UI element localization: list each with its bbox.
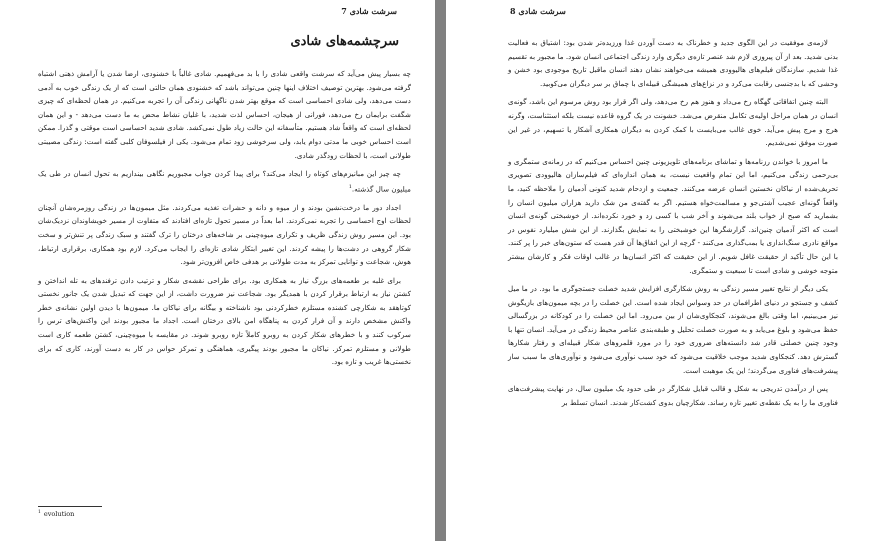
paragraph: یکی دیگر از نتایج تغییر مسیر زندگی به روش شکارگری افزایش شدید خصلت جستجوگری ما بود. در ما میل کشف و جستجو در دنیای اطرافمان در حد وسواس ایجاد شده است. این خصلت را در بچه میمون‌های بازیگوش نیز می‌بینیم، اما وقتی بالغ می‌شوند، کنجکاوی‌شان از بین می‌رود. اما این خصلت را در کودکانه در بزرگسالی حفظ می‌شود و بلوغ می‌یابد و به صورت خصلت تحلیل و طبقه‌بندی عناصر محیط زندگی در می‌آید. انسان تنها با وجود چنین خصلتی قادر شد دانسته‌های ضروری خود را در مورد قلمروهای شکار قبیله‌ای و رفتار شکارها گسترش دهد. کنجکاوی شدید موجب خلاقیت می‌شود که خود سبب نوآوری می‌شود و نوآوری‌های ما سبب ساز پیشرفت‌های فناوری می‌گردند؛ این یک موهبت است.	[508, 284, 838, 375]
chapter-title: سرچشمه‌های شادی	[290, 34, 399, 49]
paragraph: ما امروز با خواندن رزنامه‌ها و تماشای برنامه‌های تلویزیونی چنین احساس می‌کنیم که در زمانه‌ی ستمگری و بی‌رحمی زندگی می‌کنیم، اما این تمام واقعیت نیست، به همان اندازه‌ای که فیلم‌سازان هالیوودی تصویری تحریف‌شده از نیاکان نخستین انسان عرضه می‌کنند. جمعیت و ازدحام شدید کنونی آدمیان را ملاحظه کنید، ما واقعاً گونه‌ای عجیب آشتی‌جو و مسالمت‌خواه هستیم. اگر به گفته‌ی من شک دارید هزاران میلیون انسان را بشمارید که صبح از خواب بلند می‌شوند و آخر شب با کسی زد و خورد نکرده‌اند. از خوشبختی گونه‌ی انسان است که اکثر آدمیان چنین‌اند. گزارشگرها این خوشبختی را به نمایش بگذارند. از این شش میلیارد نفوس در مواقع نادری سنگ‌اندازی یا بمب‌گذاری می‌کنند - گرچه از این اتفاق‌ها آن قدر هست که ستون‌های خبر را پر کنند. با این حال تأکید از حقیقت غافل شویم. از این حقیقت که اکثر انسان‌ها در غالب اوقات فکر و کارشان بیشتر متوجه خوشی و شادی است تا سبعیت و ستمگری.	[508, 156, 838, 275]
paragraph: پس از درآمدن تدریجی به شکل و قالب قبایل شکارگر در طی حدود یک میلیون سال، در نهایت پیشرفت‌های فناوری ما را به یک نقطه‌ی تغییر تازه رساند. شکارچیان بدوی کشت‌کار شدند. انسان تسلط بر	[508, 384, 838, 407]
paragraph: اجداد دور ما درخت‌نشین بودند و از میوه و دانه و حشرات تغذیه می‌کردند. مثل میمون‌ها در زندگی روزمره‌شان آنچنان لحظات اوج احساسی را تجربه نمی‌کردند. اما بعداً در مسیر تحول تازه‌ای افتادند که متفاوت از مسیر خویشاوندان نزدیک‌شان بود. این مسیر روش زندگی ظریف و تکراری میوه‌چینی بر شاخه‌های درختان را ترک گفتند و سبک زندگی پر تنش‌تر و سخت شکار گروهی در دشت‌ها را پیشه کردند. این تغییر ابتکار شادی تازه‌ای را ایجاب می‌کرد. لازم بود همکاری، برقراری ارتباط، هوش، شجاعت و توانایی تمرکز به مدت طولانی بر هدفی خاص افزون‌تر شود.	[38, 202, 411, 267]
footnote-reference: 1	[348, 183, 352, 190]
right-page-body	[508, 36, 838, 414]
footnote-divider	[38, 506, 102, 507]
footnote	[38, 510, 74, 518]
footnote-text: evolution	[43, 510, 75, 519]
footnote-marker: 1	[38, 510, 41, 515]
paragraph: چه بسیار پیش می‌آید که سرشت واقعی شادی را با بد می‌فهمیم. شادی غالباً با خشنودی، ارضا شدن یا آرامش ذهنی اشتباه گرفته می‌شود. بهترین توصیف اختلاف اینها چنین می‌تواند باشد که خشنودی همان حالتی است که از یک زندگی خوب به آدمی دست می‌دهد، ولی شادی احساسی است که موقع بهتر شدن ناگهانی زندگی آن را تجربه می‌کنیم. در همان لحظه‌ای که چیزی شگفت برایمان رخ می‌دهد، فورانی از هیجان، احساس لذت شدید، با غلیان نشاط محض به ما دست می‌دهد - و این همان لحظه‌ای است که واقعاً شاد هستیم. متأسفانه این حالت زیاد طول نمی‌کشد. شادی شدید احساسی است موقتی و گذرا. ممکن است احساس خوبی ما مدتی دوام یابد، ولی سرخوشی زود تمام می‌شود. یکی از فیلسوفان کلبی گفته است: زندگی مصیبتی طولانی است، با لحظات زودگذر شادی.	[38, 69, 411, 160]
paragraph: برای غلبه بر طعمه‌های بزرگ نیاز به همکاری بود. برای طراحی نقشه‌ی شکار و ترتیب دادن ترفندهای به تله انداختن و کشتن نیاز به ارتباط برقرار کردن با همدیگر بود. شجاعت نیز ضرورت داشت، از این جهت که تبدیل شدن یک جانور نخستی کوتاهقد به شکارچی کشنده مستلزم خطرکردنی بود ناشناخته و بیگانه برای نیاکان ما. میمون‌ها با دیدن اولین نشانه‌ی خطر واکنش مشخص دارند و آن فرار کردن به پناهگاه امن بالای درختان است. اجداد ما مجبور بودند این واکنش‌های ترس را سرکوب کنند و با خطرهای شکار کردن به روبرو کاملاً تازه روبرو شوند. در مقایسه با میوه‌چینی، کشتن طعمه کاری است طولانی و مستلزم تمرکز. نیاکان ما مجبور بودند پیگیری، هماهنگی و تمرکز حواس در کار به دست آورند، کاری که برای نخستی‌ها غریب و تازه بود.	[38, 275, 411, 367]
paragraph: البته چنین اتفاقاتی گهگاه رخ می‌داد و هنوز هم رخ می‌دهد، ولی اگر قرار بود روش مرسوم این باشد، گونه‌ی انسان در همان مراحل اولیه‌ی تکامل منقرض می‌شد. خشونت در یک گروه قاعده نیست بلکه استثناست، وگرنه هرج و مرج پیش می‌آید. خوی غالب می‌بایست با کمک کردن به دیگران همکاری آشکار یا تسهیم، در غیر این صورت موفق نمی‌شدیم.	[508, 97, 838, 148]
right-page	[446, 0, 870, 541]
paragraph	[38, 167, 411, 196]
page-gutter	[435, 0, 446, 541]
running-head-right: سرشت شادی 8	[510, 6, 566, 16]
paragraph-text: چه چیز این مبانیزم‌های کوتاه را ایجاد می‌کند؟ برای پیدا کردن جواب مجبوریم نگاهی بیندازیم به تحول انسان در طی یک میلیون سال گذشته.	[38, 169, 411, 194]
paragraph: لازمه‌ی موفقیت در این الگوی جدید و خطرناک به دست آوردن غذا ورزیده‌تر شدن بود: اشتیاق به فعالیت بدنی شدید. بعد از آن پیروزی لازم شد عنصر تازه‌ی دیگری وارد زندگی اجتماعی انسان شود. ما مجبور به تقسیم غذا شدیم. سازندگان فیلم‌های هالیوودی همیشه می‌خواهند نشان دهند انسان ماقبل تاریخ موجودی بود خشن و وحشی که با بدجنسی رقابت می‌کرد و در نزاع‌های همیشگی قبیله‌ای با چماق بر سر دیگران می‌کوبید.	[508, 38, 838, 88]
running-head-left: سرشت شادی 7	[341, 6, 397, 16]
left-page-body	[38, 67, 411, 374]
